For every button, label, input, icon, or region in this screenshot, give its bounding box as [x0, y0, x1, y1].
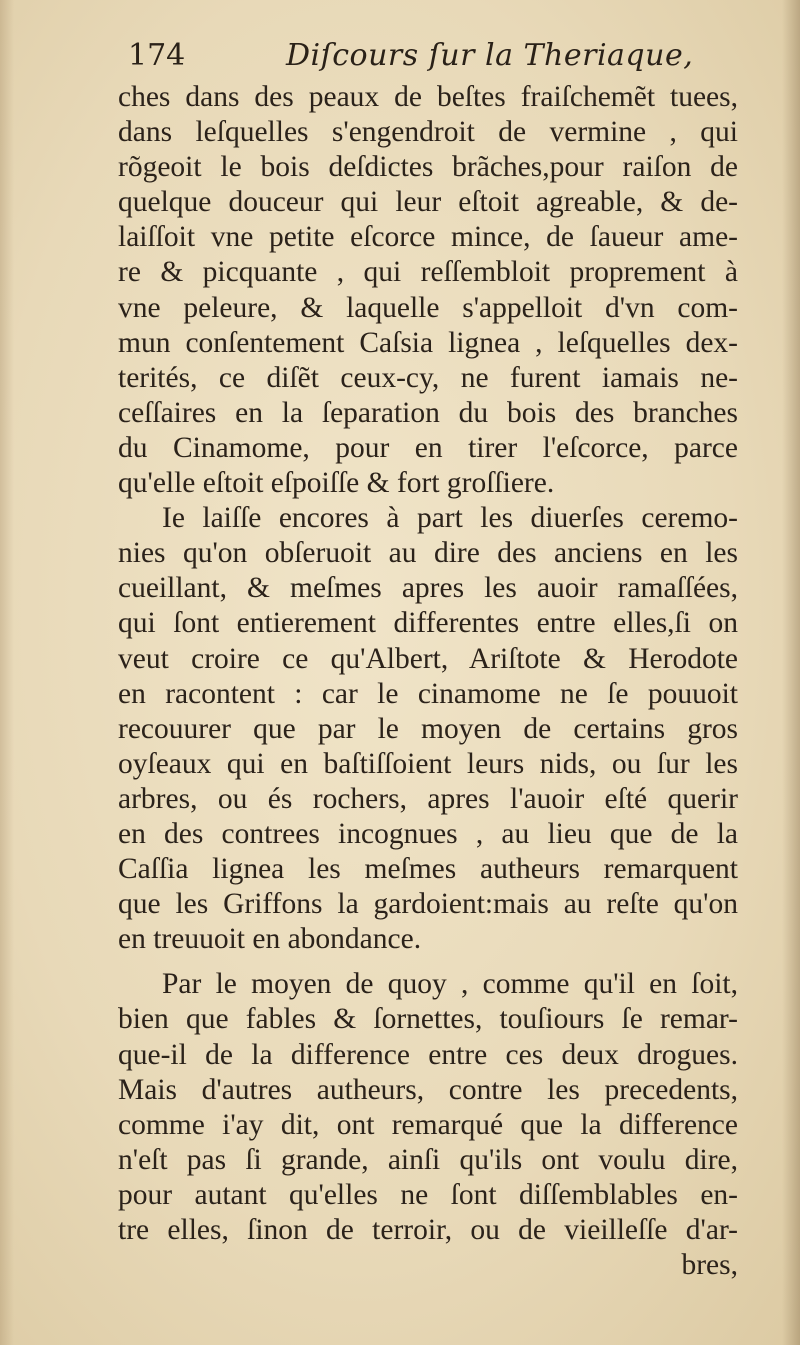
- text-line: dans leſquelles s'engendroit de vermine , qui: [118, 116, 738, 149]
- body-text: [118, 80, 738, 1283]
- text-line: cueillant, & meſmes apres les auoir ramaſſées,: [118, 572, 738, 605]
- text-line: pour autant qu'elles ne ſont diſſemblables en-: [118, 1178, 738, 1211]
- text-line: re & picquante , qui reſſembloit proprement à: [118, 256, 738, 289]
- text-line: que les Griffons la gardoient:mais au reſte qu'on: [118, 888, 738, 921]
- text-line: vne peleure, & laquelle s'appelloit d'vn com-: [118, 291, 738, 324]
- text-line: Ie laiſſe encores à part les diuerſes ceremo-: [162, 502, 738, 535]
- text-line: nies qu'on obſeruoit au dire des anciens en les: [118, 537, 738, 570]
- text-line: ceſſaires en la ſeparation du bois des branches: [118, 396, 738, 429]
- running-title: Diſcours ſur la Theriaque,: [286, 38, 694, 73]
- text-line: qu'elle eſtoit eſpoiſſe & fort groſſiere.: [118, 467, 555, 500]
- text-line: veut croire ce qu'Albert, Ariſtote & Herodote: [118, 642, 738, 675]
- text-line: n'eſt pas ſi grande, ainſi qu'ils ont voulu dire,: [118, 1143, 738, 1176]
- text-line: quelque douceur qui leur eſtoit agreable, & de-: [118, 186, 738, 219]
- text-line: terités, ce diſẽt ceux-cy, ne furent iamais ne-: [118, 361, 738, 394]
- text-line: en treuuoit en abondance.: [118, 923, 422, 956]
- text-line: en racontent : car le cinamome ne ſe pouuoit: [118, 677, 738, 710]
- paragraph-3: [118, 967, 738, 1248]
- text-line: Caſſia lignea les meſmes autheurs remarquent: [118, 853, 738, 886]
- text-line: du Cinamome, pour en tirer l'eſcorce, parce: [118, 431, 738, 464]
- text-line: mun conſentement Caſsia lignea , leſquelles dex-: [118, 326, 738, 359]
- text-line: qui ſont entierement differentes entre elles,ſi on: [118, 607, 738, 640]
- paragraph-spacer: [118, 957, 738, 967]
- paragraph-1: [118, 80, 738, 501]
- text-line: arbres, ou és rochers, apres l'auoir eſté querir: [118, 782, 738, 815]
- text-line: oyſeaux qui en baſtiſſoient leurs nids, ou ſur les: [118, 747, 738, 780]
- text-line: recouurer que par le moyen de certains gros: [118, 712, 738, 745]
- page-left-edge-shadow: [0, 0, 14, 1345]
- catchword: bres,: [681, 1249, 738, 1282]
- text-line: tre elles, ſinon de terroir, ou de vieilleſſe d'ar-: [118, 1214, 738, 1246]
- page-number: 174: [128, 38, 186, 73]
- text-line: en des contrees incognues , au lieu que de la: [118, 817, 738, 850]
- text-line: comme i'ay dit, ont remarqué que la difference: [118, 1108, 738, 1141]
- text-line: Par le moyen de quoy , comme qu'il en ſoit,: [162, 968, 738, 1001]
- text-line: ches dans des peaux de beſtes fraiſchemẽt tuees,: [118, 81, 738, 113]
- text-line: Mais d'autres autheurs, contre les precedents,: [118, 1073, 738, 1106]
- text-line: bien que fables & ſornettes, touſiours ſe remar-: [118, 1003, 738, 1036]
- text-line: que-il de la difference entre ces deux drogues.: [118, 1038, 738, 1071]
- text-line: rõgeoit le bois deſdictes brãches,pour raiſon de: [118, 151, 738, 184]
- page-right-edge-shadow: [782, 0, 800, 1345]
- paragraph-2: [118, 501, 738, 957]
- text-line: laiſſoit vne petite eſcorce mince, de ſaueur ame-: [118, 221, 738, 254]
